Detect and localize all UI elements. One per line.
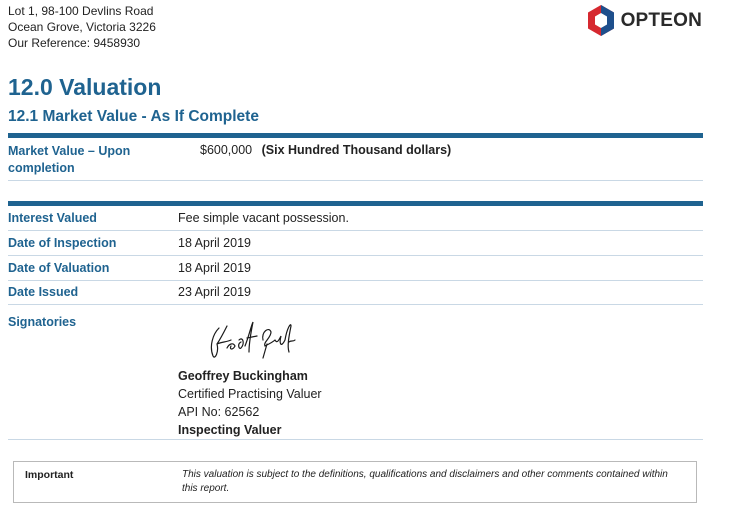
divider	[8, 439, 703, 440]
section-rule	[8, 133, 703, 138]
signatory-details	[178, 367, 322, 439]
market-value-label	[8, 143, 130, 177]
market-value-figure: $600,000	[200, 143, 253, 157]
opteon-hexagon-icon	[586, 4, 616, 37]
divider	[8, 255, 703, 256]
reference-line: Our Reference: 9458930	[8, 36, 141, 50]
signatory-api: API No: 62562	[178, 405, 260, 419]
signature-image	[205, 318, 300, 363]
signatory-title: Certified Practising Valuer	[178, 387, 322, 401]
section-subtitle: 12.1 Market Value - As If Complete	[8, 108, 259, 125]
date-of-inspection-label: Date of Inspection	[8, 236, 117, 250]
divider	[8, 280, 703, 281]
signatories-label: Signatories	[8, 315, 77, 329]
date-issued-value: 23 April 2019	[178, 285, 251, 299]
important-text: This valuation is subject to the definitions, qualifications and disclaimers and other comments contained within this report.	[182, 469, 668, 494]
date-issued-label: Date Issued	[8, 285, 79, 299]
divider	[8, 304, 703, 305]
market-value-amount	[200, 143, 451, 157]
address-line-2: Ocean Grove, Victoria 3226	[8, 20, 156, 34]
section-title: 12.0 Valuation	[8, 74, 162, 100]
date-of-inspection-value: 18 April 2019	[178, 236, 251, 250]
signatory-name: Geoffrey Buckingham	[178, 369, 308, 383]
interest-valued-value: Fee simple vacant possession.	[178, 211, 349, 225]
market-value-label-line2: completion	[8, 161, 75, 175]
important-notice	[13, 461, 697, 503]
market-value-label-line1: Market Value – Upon	[8, 144, 131, 158]
signatory-role: Inspecting Valuer	[178, 423, 282, 437]
logo-text: OPTEON	[620, 9, 702, 31]
address-line-1: Lot 1, 98-100 Devlins Road	[8, 4, 154, 18]
opteon-logo	[586, 4, 702, 37]
property-address	[8, 3, 156, 51]
details-rule	[8, 201, 703, 206]
important-label: Important	[25, 469, 74, 481]
interest-valued-label: Interest Valued	[8, 211, 97, 225]
divider	[8, 180, 703, 181]
divider	[8, 230, 703, 231]
date-of-valuation-label: Date of Valuation	[8, 261, 110, 275]
market-value-words: (Six Hundred Thousand dollars)	[261, 143, 452, 157]
date-of-valuation-value: 18 April 2019	[178, 261, 251, 275]
